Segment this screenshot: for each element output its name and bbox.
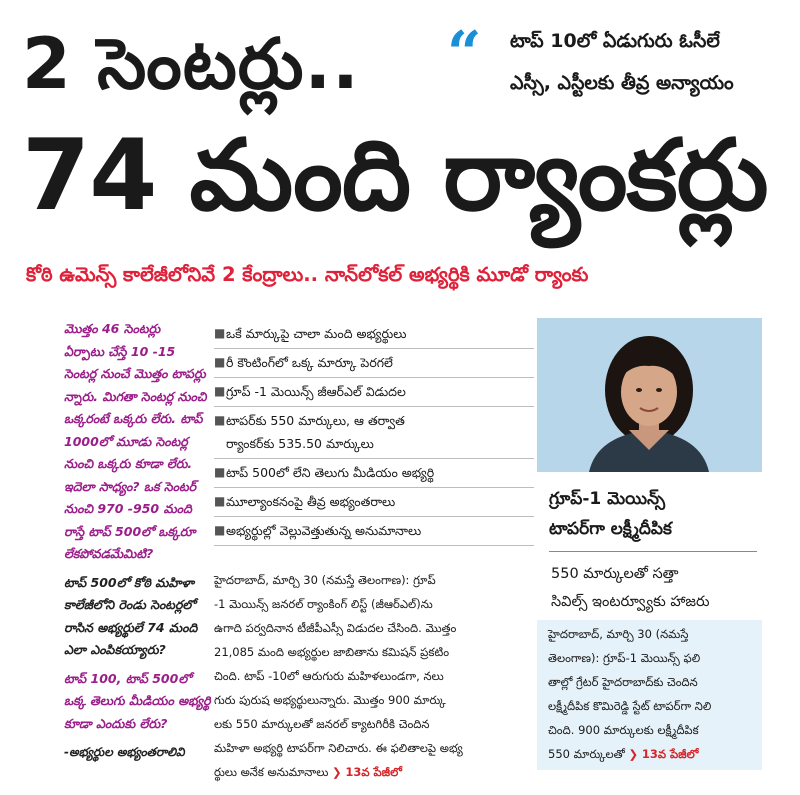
question-line: ఎలా ఎంపికయ్యారు?: [64, 642, 166, 657]
question-line: ఒక్కరంటే ఒక్కరు లేరు. టాప్: [64, 411, 203, 426]
strapline: కోఠి ఉమెన్స్ కాలేజీలోనివే 2 కేంద్రాలు.. నాన్‌లోకల్ అభ్యర్థికి మూడో ర్యాంకు: [26, 263, 589, 286]
question-line: టాప్ 500లో కోఠి మహిళా: [64, 574, 194, 590]
bullet-icon: ■: [214, 384, 226, 398]
sub-caption: [551, 560, 710, 616]
body-line: లకు 550 మార్కులతో జనరల్ క్యాటగిరీకి చెందిన: [214, 717, 430, 731]
question-line: నుంచి ఒక్కరు కూడా లేరు.: [64, 456, 193, 471]
question-line: ఇదెలా సాధ్యం? ఒక సెంటర్: [64, 478, 197, 494]
question-line: కాలేజీలోని రెండు సెంటర్లలో: [64, 597, 196, 612]
body-line: తాల్లో గ్రేటర్ హైదరాబాద్‌కు చెందిన: [548, 675, 698, 689]
quote-line-2: ఎస్సీ, ఎస్టీలకు తీవ్ర అన్యాయం: [510, 72, 734, 94]
body-line: చింది. 900 మార్కులకు లక్ష్మీదీపిక: [548, 723, 699, 737]
bullet-text: గ్రూప్ -1 మెయిన్స్ జీఆర్‌ఎల్ విడుదల: [226, 384, 406, 399]
bullet-text: టాపర్‌కు 550 మార్కులు, ఆ తర్వాత: [226, 413, 405, 428]
bullet-icon: ■: [214, 494, 226, 508]
question-line: టాప్ 100, టాప్ 500లో: [64, 670, 192, 686]
body-line: మహిళా అభ్యర్థి టాపర్‌గా నిలిచారు. ఈ ఫలితాలపై అభ్య: [214, 741, 463, 755]
bullet-text: రీ కౌంటింగ్‌లో ఒక్క మార్కూ పెరగలే: [226, 355, 393, 370]
body-line: చింది. టాప్ -10లో ఆరుగురు మహిళలుండగా, నలు: [214, 669, 444, 683]
photo-caption: [549, 484, 672, 544]
continue-arrow-icon: ❯: [332, 765, 342, 779]
bullet-text: మూల్యాంకనంపై తీవ్ర అభ్యంతరాలు: [226, 494, 396, 509]
question-line: లేకపోవడమేమిటి?: [64, 546, 154, 561]
body-line: ఉగాది పర్వదినాన టీజీపీఎస్సీ విడుదల చేసింది. మొత్తం: [214, 621, 457, 635]
continued-page-link[interactable]: 13వ పేజీలో: [641, 747, 699, 761]
bullet-item: [214, 459, 534, 488]
right-article-body: [548, 622, 758, 766]
bullet-text: ర్యాంకర్‌కు 535.50 మార్కులు: [226, 436, 374, 451]
body-line: హైదరాబాద్, మార్చి 30 (నమస్తే: [548, 627, 689, 641]
bullet-icon: ■: [214, 326, 226, 340]
bullet-icon: ■: [214, 523, 226, 537]
question-line: నుంచి 970 -950 మంది: [64, 501, 192, 516]
body-line: -1 మెయిన్స్ జనరల్ ర్యాంకింగ్ లిస్ట్ (జీఆర్‌ఎల్)ను: [214, 597, 433, 611]
question-line: సెంటర్ల నుంచే మొత్తం టాపర్లు: [64, 366, 206, 381]
bullet-item: [214, 407, 534, 459]
bullet-item: [214, 320, 534, 349]
caption-line: గ్రూప్-1 మెయిన్స్: [549, 489, 666, 509]
body-line: ర్థులు అనేక అనుమానాలు: [214, 765, 329, 779]
quote-icon: “: [447, 19, 482, 89]
headline-line-2: 74 మంది ర్యాంకర్లు: [22, 119, 768, 233]
subcaption-line: 550 మార్కులతో సత్తా: [551, 566, 679, 582]
question-line: న్నారు. మిగతా సెంటర్ల నుంచి: [64, 388, 207, 404]
question-block-3: [64, 668, 211, 736]
subcaption-line: సివిల్స్ ఇంటర్వ్యూకు హాజరు: [551, 594, 710, 610]
question-line: మొత్తం 46 సెంటర్లు: [64, 321, 161, 336]
question-line: రాస్తే టాప్ 500లో ఒక్కరూ: [64, 523, 196, 539]
body-line: 21,085 మంది అభ్యర్థుల జాబితాను కమిషన్ ప్రకటిం: [214, 645, 450, 659]
question-block-2: [64, 572, 204, 662]
bullet-text: అభ్యర్థుల్లో వెల్లువెత్తుతున్న అనుమానాలు: [226, 523, 422, 538]
bullet-text: టాప్ 500లో లేని తెలుగు మీడియం అభ్యర్థి: [226, 465, 435, 480]
left-questions-column: [64, 318, 211, 741]
question-line: ఏర్పాటు చేస్తే 10 -15: [64, 343, 176, 359]
question-line: రాసిన అభ్యర్థులే 74 మంది: [64, 619, 198, 635]
topper-photo: [537, 318, 762, 472]
body-line: హైదరాబాద్, మార్చి 30 (నమస్తే తెలంగాణ): గ్రూప్: [214, 573, 436, 587]
bullet-item: [214, 488, 534, 517]
body-line: లక్ష్మీదీపిక కొమిరెడ్డి స్టేట్ టాపర్‌గా నిలి: [548, 699, 712, 713]
headline-line-1: 2 సెంటర్లు..: [22, 23, 360, 105]
divider: [549, 551, 757, 552]
question-line: 1000లో మూడు సెంటర్ల: [64, 433, 188, 449]
bullet-item: [214, 517, 534, 546]
body-line: 550 మార్కులతో: [548, 747, 625, 761]
bullet-item: [214, 378, 534, 407]
bullet-list: [214, 320, 534, 546]
attribution: -అభ్యర్థుల అభ్యంతరాలివి: [64, 745, 185, 759]
bullet-text: ఒకే మార్కుపై చాలా మంది అభ్యర్థులు: [226, 326, 407, 341]
question-line: కూడా ఎందుకు లేరు?: [64, 715, 168, 731]
body-line: గురు పురుష అభ్యర్థులున్నారు. మొత్తం 900 మార్కు: [214, 693, 446, 707]
question-line: ఒక్క తెలుగు మీడియం అభ్యర్థి: [64, 693, 211, 708]
article-body: [214, 568, 532, 784]
quote-line-1: టాప్ 10లో ఏడుగురు ఓసీలే: [510, 30, 720, 52]
body-line: తెలంగాణ): గ్రూప్-1 మెయిన్స్ ఫలి: [548, 651, 701, 665]
person-portrait-icon: [537, 318, 762, 472]
bullet-item: [214, 349, 534, 378]
caption-line: టాపర్‌గా లక్ష్మీదీపిక: [549, 519, 672, 539]
bullet-icon: ■: [214, 413, 226, 427]
continue-arrow-icon: ❯: [628, 747, 639, 761]
question-block-1: [64, 318, 207, 566]
bullet-icon: ■: [214, 465, 226, 479]
bullet-icon: ■: [214, 355, 226, 369]
continued-page-link[interactable]: 13వ పేజీలో: [345, 765, 402, 779]
